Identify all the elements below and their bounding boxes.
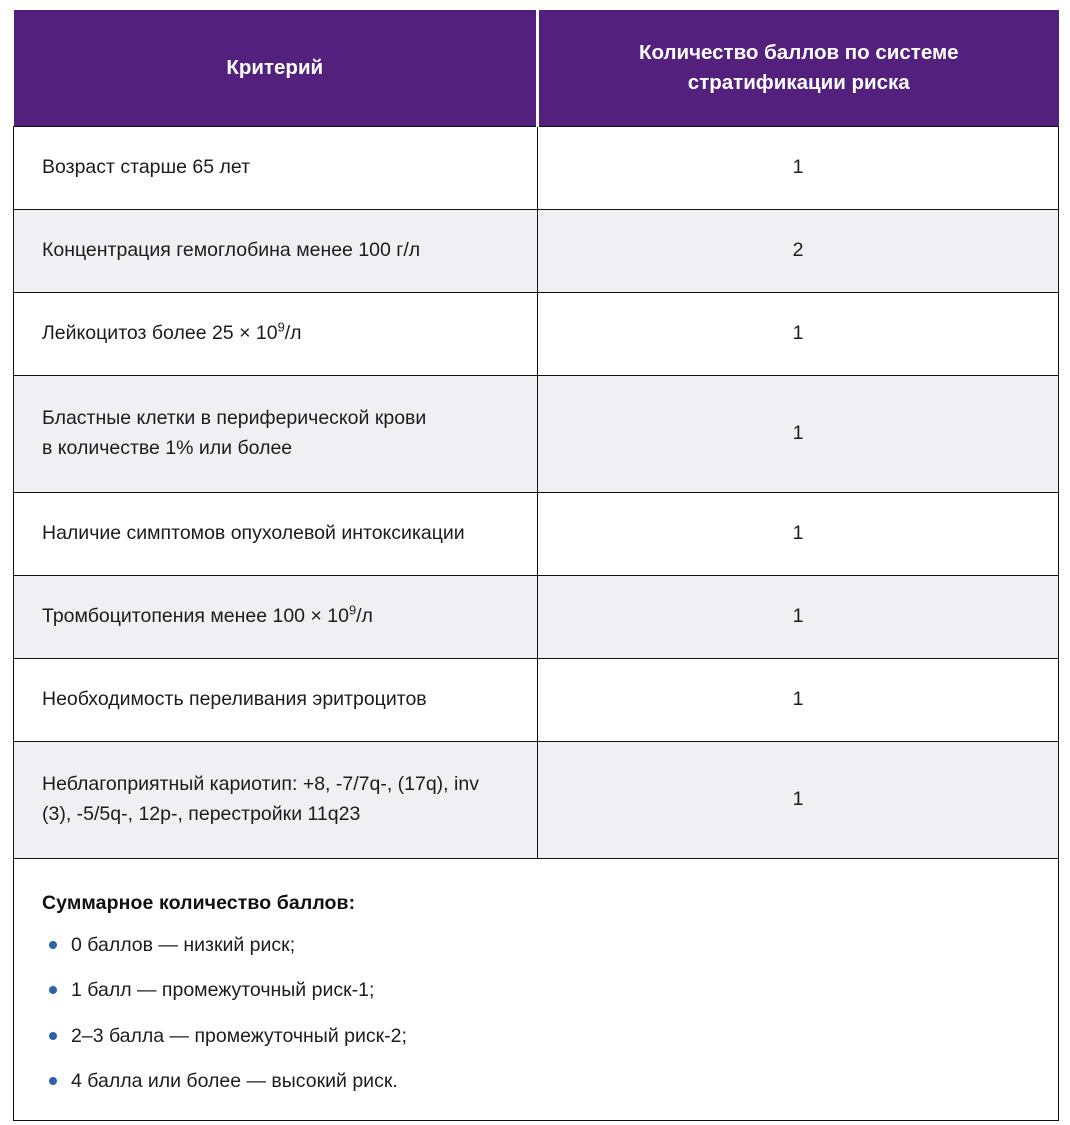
list-item [42, 1068, 1030, 1094]
criterion-text-line2: (3), -5/5q-, 12p-, перестройки 11q23 [42, 802, 361, 825]
list-item-label: 4 балла или более — высокий риск. [71, 1070, 398, 1093]
criterion-cell [14, 741, 538, 858]
bullet-icon [49, 986, 57, 994]
column-header-score-line2: стратификации риска [687, 70, 910, 94]
criterion-text: Необходимость переливания эритроцитов [42, 687, 427, 710]
table-row [14, 658, 1059, 741]
criterion-text-suffix: /л [284, 321, 302, 344]
score-cell [538, 492, 1059, 575]
score-cell [538, 209, 1059, 292]
criterion-exponent: 9 [348, 602, 357, 618]
criterion-cell [14, 375, 538, 492]
criterion-text-suffix: /л [356, 604, 373, 627]
score-value: 1 [792, 787, 804, 810]
criterion-text: Возраст старше 65 лет [42, 155, 251, 178]
criterion-cell [14, 209, 538, 292]
criterion-text: Лейкоцитоз более 25 × 10 [42, 321, 278, 344]
score-cell [538, 375, 1059, 492]
criterion-text: Тромбоцитопения менее 100 × 10 [42, 604, 349, 627]
table-row [14, 375, 1059, 492]
criterion-cell [14, 292, 538, 375]
risk-stratification-table [13, 10, 1059, 1121]
list-item-label: 1 балл — промежуточный риск-1; [71, 979, 375, 1002]
score-value: 1 [792, 421, 804, 444]
table-row [14, 575, 1059, 658]
criterion-text: Бластные клетки в периферической крови [42, 406, 427, 429]
criterion-exponent: 9 [277, 319, 285, 335]
criterion-text: Наличие симптомов опухолевой интоксикации [42, 521, 465, 544]
score-cell [538, 292, 1059, 375]
list-item-label: 2–3 балла — промежуточный риск-2; [71, 1024, 407, 1047]
summary-list [42, 932, 1030, 1094]
score-cell [538, 575, 1059, 658]
criterion-text: Неблагоприятный кариотип: +8, -7/7q-, (17q), inv [42, 772, 479, 795]
criterion-text-line2: в количестве 1% или более [42, 436, 293, 459]
score-value: 1 [792, 604, 804, 627]
score-value: 1 [792, 155, 804, 178]
bullet-icon [49, 1032, 57, 1040]
summary-row [14, 858, 1059, 1121]
score-cell [538, 126, 1059, 209]
score-value: 1 [792, 521, 804, 544]
column-header-score [538, 10, 1059, 126]
table-row [14, 209, 1059, 292]
table-body [14, 126, 1059, 1121]
bullet-icon [49, 1077, 57, 1085]
bullet-icon [49, 941, 57, 949]
table-row [14, 741, 1059, 858]
table-row [14, 492, 1059, 575]
column-header-criterion: Критерий [14, 10, 538, 126]
criterion-cell [14, 492, 538, 575]
column-header-score-line1: Количество баллов по системе [638, 41, 959, 65]
header-row [14, 10, 1059, 126]
list-item [42, 932, 1030, 958]
table-row [14, 126, 1059, 209]
score-value: 2 [792, 238, 804, 261]
summary-cell [14, 858, 1059, 1121]
list-item [42, 1023, 1030, 1049]
criterion-text: Концентрация гемоглобина менее 100 г/л [42, 238, 421, 261]
score-value: 1 [792, 687, 804, 710]
criterion-cell [14, 575, 538, 658]
list-item [42, 977, 1030, 1003]
criterion-cell [14, 126, 538, 209]
score-value: 1 [792, 321, 804, 344]
table-row [14, 292, 1059, 375]
score-cell [538, 658, 1059, 741]
summary-title: Суммарное количество баллов: [42, 891, 356, 914]
criterion-cell [14, 658, 538, 741]
score-cell [538, 741, 1059, 858]
table-header [14, 10, 1059, 126]
list-item-label: 0 баллов — низкий риск; [71, 934, 296, 957]
